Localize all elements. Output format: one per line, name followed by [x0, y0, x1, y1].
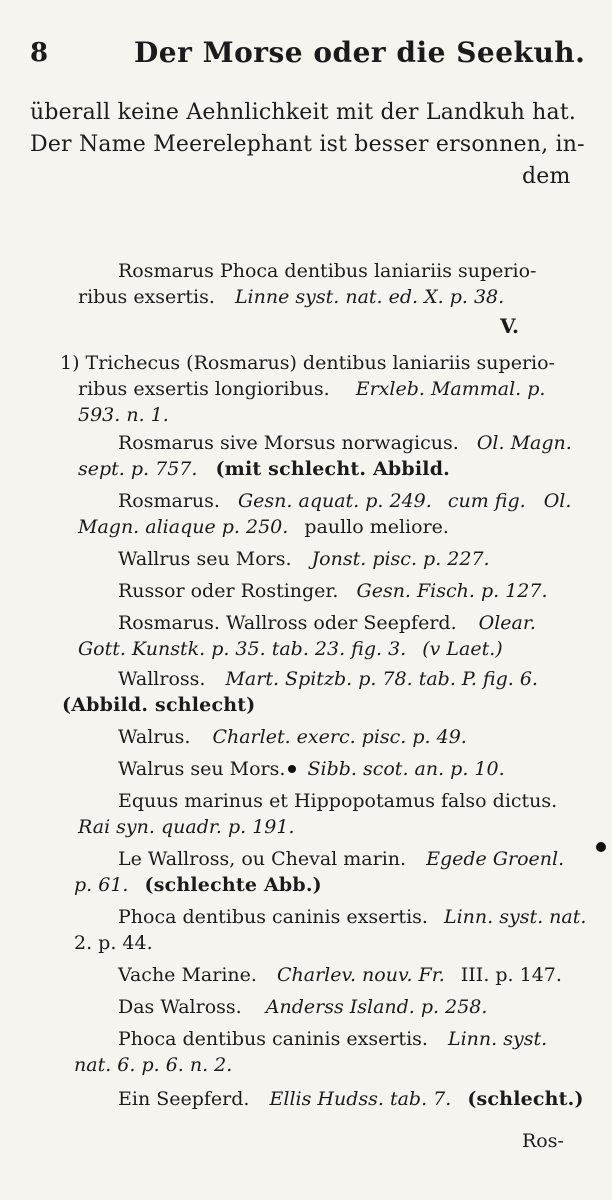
synonym-line: Rosmarus. Gesn. aquat. p. 249. cum fig. Ol. — [118, 490, 572, 512]
synonym-line: Equus marinus et Hippopotamus falso dictus. — [118, 790, 558, 812]
synonym-line: Le Wallross, ou Cheval marin. Egede Groenl. — [118, 848, 565, 870]
page-number: 8 — [30, 38, 49, 68]
synonym-line: ribus exsertis longioribus. Erxleb. Mammal. p. — [78, 378, 546, 400]
synonym-line: nat. 6. p. 6. n. 2. — [74, 1054, 233, 1076]
ink-spot — [596, 842, 606, 852]
synonym-line: Russor oder Rostinger. Gesn. Fisch. p. 127. — [118, 580, 548, 602]
synonym-line: sept. p. 757. (mit schlecht. Abbild. — [78, 458, 450, 480]
section-marker: V. — [500, 314, 519, 338]
synonym-line: Rosmarus. Wallross oder Seepferd. Olear. — [118, 612, 536, 634]
text-line: Der Name Meerelephant ist besser ersonnen, in- — [30, 132, 585, 157]
synonym-line: 1) Trichecus (Rosmarus) dentibus laniariis superio- — [60, 352, 555, 374]
running-title: Der Morse oder die Seekuh. — [134, 36, 586, 69]
synonym-line: Rosmarus Phoca dentibus laniariis superio- — [118, 260, 537, 282]
catchword: Ros- — [522, 1130, 564, 1152]
synonym-line: 2. p. 44. — [74, 932, 153, 954]
synonym-line: Phoca dentibus caninis exsertis. Linn. syst. — [118, 1028, 548, 1050]
synonym-line: Walrus. Charlet. exerc. pisc. p. 49. — [118, 726, 467, 748]
ink-spot — [288, 765, 296, 773]
synonym-line: Wallrus seu Mors. Jonst. pisc. p. 227. — [118, 548, 490, 570]
synonym-line: Rai syn. quadr. p. 191. — [78, 816, 295, 838]
synonym-line: Das Walross. Anderss Island. p. 258. — [118, 996, 488, 1018]
synonym-line: Vache Marine. Charlev. nouv. Fr. III. p. 147. — [118, 964, 562, 986]
synonym-line: Phoca dentibus caninis exsertis. Linn. syst. nat. — [118, 906, 587, 928]
page-header — [30, 30, 586, 76]
synonym-line: (Abbild. schlecht) — [62, 694, 256, 716]
synonym-line: Magn. aliaque p. 250. paullo meliore. — [78, 516, 449, 538]
synonym-line: Rosmarus sive Morsus norwagicus. Ol. Magn. — [118, 432, 572, 454]
synonym-line: Wallross. Mart. Spitzb. p. 78. tab. P. fig. 6. — [118, 668, 538, 690]
synonym-line: ribus exsertis. Linne syst. nat. ed. X. p. 38. — [78, 286, 505, 308]
synonym-line: p. 61. (schlechte Abb.) — [74, 874, 322, 896]
text-line: überall keine Aehnlichkeit mit der Landkuh hat. — [30, 100, 577, 125]
synonym-line: 593. n. 1. — [78, 404, 169, 426]
text-line: dem — [522, 164, 571, 189]
synonym-line: Walrus seu Mors. Sibb. scot. an. p. 10. — [118, 758, 505, 780]
synonym-line: Gott. Kunstk. p. 35. tab. 23. fig. 3. (v Laet.) — [78, 638, 503, 660]
synonym-line: Ein Seepferd. Ellis Hudss. tab. 7. (schlecht.) — [118, 1088, 584, 1110]
